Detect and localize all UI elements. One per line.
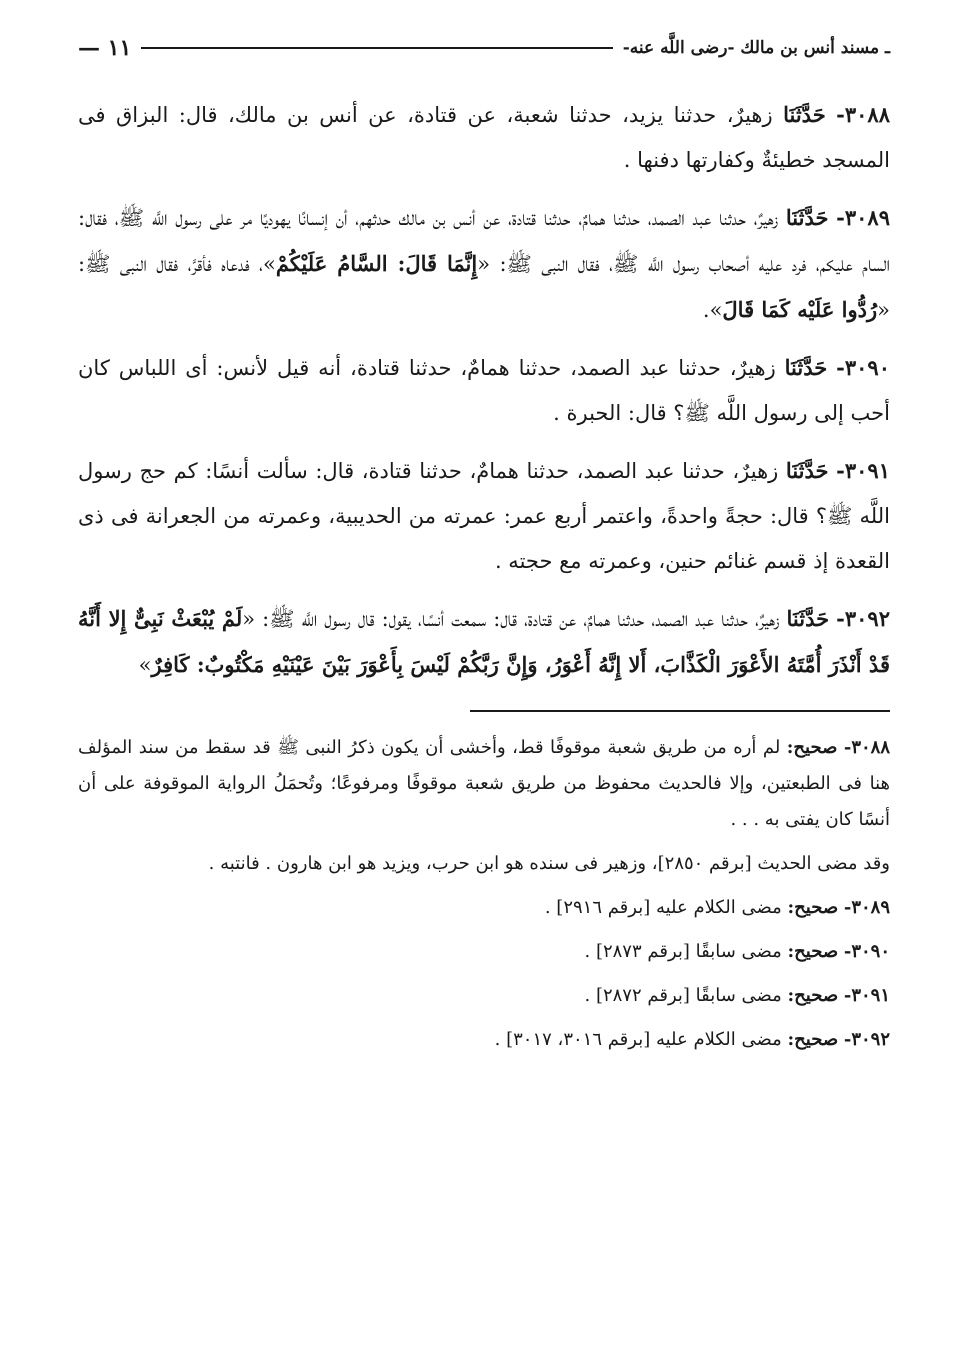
hadith-quote: لَمْ يُبْعَثْ نَبِىٌّ إِلا أَنَّهُ قَدْ أَنْذَرَ أُمَّتَهُ الأَعْوَرَ الْكَذَّابَ، أَلا إِنَّهُ أَعْوَرُ، وَإِنَّ رَبَّكُمْ لَيْسَ بِأَعْوَرَ بَيْنَ عَيْنَيْهِ مَكْتُوبٌ: كَافِرٌ	[78, 606, 890, 677]
footnote-text: وقد مضى الحديث [برقم ٢٨٥٠]، وزهير فى سنده هو ابن حرب، ويزيد هو ابن هارون . فانتبه .	[208, 853, 890, 874]
footnote-3092	[78, 1022, 890, 1058]
hadith-text: زهيرٌ، حدثنا عبد الصمد، حدثنا همامٌ، حدثنا قتادة، أنه قيل لأنس: أى اللباس كان أحب إلى رسول اللَّه ﷺ؟ قال: الحبرة .	[78, 356, 890, 425]
footnote-number: ٣٠٨٩-	[843, 897, 890, 918]
footnote-number: ٣٠٩٢-	[843, 1029, 890, 1050]
running-title: ـ مسند أنس بن مالك -رضى اللَّه عنه-	[622, 38, 890, 58]
hadith-number: ٣٠٨٩-	[836, 205, 890, 230]
hadith-text: زهيرٌ، حدثنا عبد الصمد، حدثنا همامٌ، عن قتادة، قال: سمعت أنسًا، يقول: قال رسول اللَّه ﷺ: «	[242, 607, 787, 631]
hadith-3090	[78, 345, 890, 436]
footnote-grade: صحيح:	[787, 985, 839, 1006]
page-number: ١١ —	[78, 35, 132, 61]
footnote-text: لم أره من طريق شعبة موقوفًا قط، وأخشى أن يكون ذكرُ النبى ﷺ قد سقط من سند المؤلف هنا فى الطبعتين، وإلا فالحديث محفوظ من طريق شعبة موقوفًا ومرفوعًا؛ وتُحمَلُ الرواية الموقوفة على أن أنسًا كان يفتى به . . .	[78, 737, 890, 830]
footnote-3089	[78, 890, 890, 926]
hadith-3089	[78, 195, 890, 333]
footnote-text: مضى الكلام عليه [برقم ٢٩١٦] .	[544, 897, 788, 918]
footnote-3088-continued	[78, 846, 890, 882]
hadith-number: ٣٠٩١-	[836, 458, 890, 483]
footnote-grade: صحيح:	[787, 941, 839, 962]
footnote-text: مضى الكلام عليه [برقم ٣٠١٦، ٣٠١٧] .	[494, 1029, 788, 1050]
page-header	[78, 26, 890, 70]
footnote-grade: صحيح:	[786, 737, 838, 758]
footnotes	[78, 730, 890, 1058]
hadith-number: ٣٠٩٢-	[836, 606, 890, 631]
hadith-text-continued: »، فدعاه فأقرَّ، فقال النبى ﷺ: «	[78, 252, 890, 322]
hadith-3092	[78, 596, 890, 688]
footnote-grade: صحيح:	[787, 897, 839, 918]
header-rule	[141, 47, 612, 49]
hadith-text: زهيرٌ، حدثنا يزيد، حدثنا شعبة، عن قتادة، عن أنس بن مالك، قال: البزاق فى المسجد خطيئةٌ وكفارتها دفنها .	[78, 103, 890, 172]
footnote-grade: صحيح:	[787, 1029, 839, 1050]
hadith-quote: رُدُّوا عَلَيْه كَمَا قَالَ	[722, 297, 878, 322]
footnote-number: ٣٠٩٠-	[843, 941, 890, 962]
footnote-divider	[470, 710, 890, 712]
footnote-3088	[78, 730, 890, 838]
hadith-3088	[78, 92, 890, 183]
footnote-text: مضى سابقًا [برقم ٢٨٧٢] .	[584, 985, 788, 1006]
footnote-3090	[78, 934, 890, 970]
hadith-lead: حَدَّثَنَا	[783, 102, 826, 127]
hadith-lead: حَدَّثَنَا	[785, 205, 829, 230]
footnote-number: ٣٠٨٨-	[843, 737, 890, 758]
footnote-text: مضى سابقًا [برقم ٢٨٧٣] .	[584, 941, 788, 962]
hadith-quote: إِنَّمَا قَالَ: السَّامُ عَلَيْكُمْ	[275, 251, 478, 276]
hadith-lead: حَدَّثَنَا	[785, 458, 829, 483]
hadith-list	[78, 92, 890, 688]
footnote-number: ٣٠٩١-	[843, 985, 890, 1006]
hadith-lead: حَدَّثَنَا	[786, 606, 830, 631]
hadith-number: ٣٠٨٨-	[836, 102, 890, 127]
book-page	[78, 26, 890, 1066]
hadith-text-end: »	[138, 653, 152, 677]
hadith-text: زهيرٌ، حدثنا عبد الصمد، حدثنا همامٌ، حدثنا قتادة، قال: سألت أنسًا: كم حج رسول اللَّه ﷺ؟ قال: حجةً واحدةً، واعتمر أربع عمر: عمرته من الحديبية، وعمرته من الجعرانة فى ذى القعدة إذ قسم غنائم حنين، وعمرته مع حجته .	[78, 459, 890, 573]
hadith-text-end: ».	[702, 298, 723, 322]
hadith-3091	[78, 448, 890, 584]
hadith-lead: حَدَّثَنَا	[784, 355, 828, 380]
hadith-number: ٣٠٩٠-	[836, 355, 890, 380]
footnote-3091	[78, 978, 890, 1014]
hadith-text: زهيرٌ، حدثنا عبد الصمد، حدثنا همامٌ، حدثنا قتادة، عن أنس بن مالك حدثهم، أن إنسانًا يهوديًا مر على رسول اللَّه ﷺ، فقال: السام عليكم، فرد عليه أصحاب رسول اللَّه ﷺ، فقال النبى ﷺ: «	[78, 206, 890, 276]
